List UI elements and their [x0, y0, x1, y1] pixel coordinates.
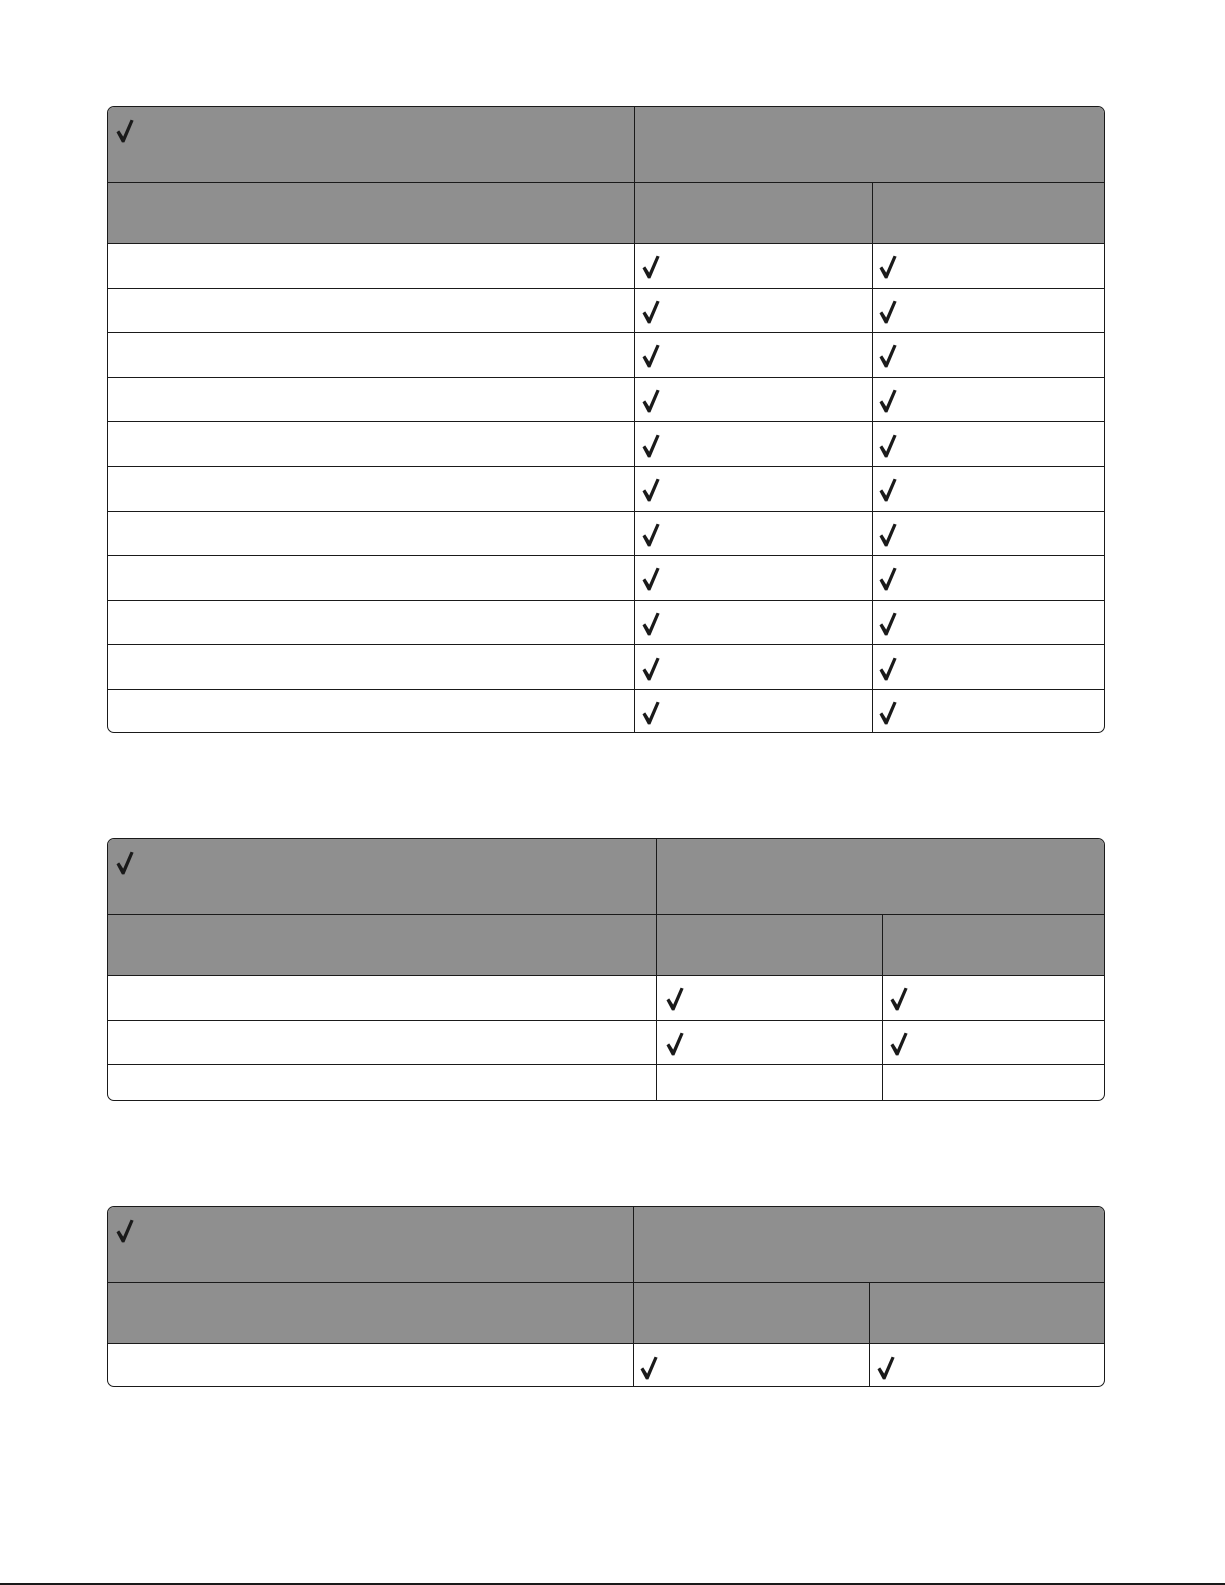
table-row	[108, 288, 1104, 333]
column-1-cell	[633, 1344, 869, 1387]
check-mark-icon	[666, 1032, 684, 1056]
table-row	[108, 1064, 1104, 1101]
table-row	[108, 689, 1104, 733]
column-1-cell	[634, 690, 872, 733]
header-column-2-cell	[882, 915, 1104, 975]
check-mark-icon	[879, 657, 897, 681]
table-row	[108, 377, 1104, 422]
table-row	[108, 1020, 1104, 1065]
column-1-cell	[634, 289, 872, 333]
row-label-cell	[108, 378, 634, 422]
column-1-cell	[634, 378, 872, 422]
check-mark-icon	[640, 1356, 658, 1380]
check-mark-icon	[666, 987, 684, 1011]
check-mark-icon	[642, 701, 660, 725]
row-label-cell	[108, 1021, 656, 1065]
check-mark-icon	[879, 567, 897, 591]
check-mark-icon	[877, 1356, 895, 1380]
check-mark-icon	[879, 389, 897, 413]
header-column-2-cell	[869, 1283, 1104, 1343]
header-column-2-cell	[872, 183, 1104, 243]
check-mark-icon	[642, 344, 660, 368]
column-2-cell	[872, 289, 1104, 333]
row-label-cell	[108, 467, 634, 511]
check-mark-icon	[642, 300, 660, 324]
check-mark-icon	[642, 657, 660, 681]
column-2-cell	[869, 1344, 1104, 1387]
column-2-cell	[872, 422, 1104, 466]
check-mark-icon	[879, 612, 897, 636]
table-row	[108, 466, 1104, 511]
table-header-title-row	[108, 107, 1104, 182]
row-label-cell	[108, 422, 634, 466]
row-label-cell	[108, 289, 634, 333]
header-group-cell	[633, 1207, 1104, 1282]
row-label-cell	[108, 976, 656, 1020]
check-mark-icon	[890, 987, 908, 1011]
check-mark-icon	[642, 255, 660, 279]
check-mark-icon	[116, 851, 134, 875]
row-label-cell	[108, 690, 634, 733]
column-2-cell	[872, 512, 1104, 556]
column-1-cell	[634, 422, 872, 466]
row-label-cell	[108, 1065, 656, 1101]
table-row	[108, 511, 1104, 556]
check-mark-icon	[879, 701, 897, 725]
check-mark-icon	[879, 255, 897, 279]
compatibility-table-3	[107, 1206, 1105, 1387]
check-mark-icon	[116, 1219, 134, 1243]
column-1-cell	[656, 1065, 882, 1101]
column-1-cell	[634, 333, 872, 377]
row-label-cell	[108, 512, 634, 556]
table-row	[108, 975, 1104, 1020]
check-mark-icon	[642, 389, 660, 413]
column-1-cell	[634, 512, 872, 556]
column-2-cell	[872, 690, 1104, 733]
column-1-cell	[634, 556, 872, 600]
table-header-columns-row	[108, 182, 1104, 243]
compatibility-table-1	[107, 106, 1105, 733]
header-group-cell	[656, 839, 1104, 914]
column-1-cell	[656, 976, 882, 1020]
header-column-1-cell	[656, 915, 882, 975]
table-header-title-row	[108, 839, 1104, 914]
header-label-cell	[108, 1207, 633, 1282]
column-2-cell	[872, 333, 1104, 377]
check-mark-icon	[642, 523, 660, 547]
check-mark-icon	[879, 523, 897, 547]
table-row	[108, 600, 1104, 645]
column-2-cell	[872, 378, 1104, 422]
table-row	[108, 1343, 1104, 1387]
row-label-cell	[108, 556, 634, 600]
check-mark-icon	[879, 478, 897, 502]
table-header-columns-row	[108, 914, 1104, 975]
table-header-columns-row	[108, 1282, 1104, 1343]
header-group-cell	[634, 107, 1104, 182]
header-label-cell	[108, 839, 656, 914]
header-row-label-cell	[108, 915, 656, 975]
table-row	[108, 243, 1104, 288]
check-mark-icon	[890, 1032, 908, 1056]
column-2-cell	[882, 976, 1104, 1020]
check-mark-icon	[879, 344, 897, 368]
table-row	[108, 421, 1104, 466]
header-column-1-cell	[634, 183, 872, 243]
check-mark-icon	[642, 478, 660, 502]
check-mark-icon	[642, 434, 660, 458]
column-2-cell	[872, 556, 1104, 600]
header-row-label-cell	[108, 1283, 633, 1343]
column-2-cell	[872, 467, 1104, 511]
check-mark-icon	[116, 119, 134, 143]
header-row-label-cell	[108, 183, 634, 243]
table-row	[108, 332, 1104, 377]
check-mark-icon	[642, 612, 660, 636]
compatibility-table-2	[107, 838, 1105, 1101]
row-label-cell	[108, 645, 634, 689]
column-2-cell	[872, 601, 1104, 645]
column-1-cell	[634, 601, 872, 645]
check-mark-icon	[879, 300, 897, 324]
check-mark-icon	[642, 567, 660, 591]
column-2-cell	[882, 1065, 1104, 1101]
table-row	[108, 555, 1104, 600]
header-column-1-cell	[633, 1283, 869, 1343]
row-label-cell	[108, 244, 634, 288]
column-1-cell	[634, 645, 872, 689]
table-header-title-row	[108, 1207, 1104, 1282]
column-1-cell	[634, 467, 872, 511]
column-2-cell	[872, 645, 1104, 689]
row-label-cell	[108, 601, 634, 645]
check-mark-icon	[879, 434, 897, 458]
column-2-cell	[872, 244, 1104, 288]
column-2-cell	[882, 1021, 1104, 1065]
table-row	[108, 644, 1104, 689]
row-label-cell	[108, 1344, 633, 1387]
row-label-cell	[108, 333, 634, 377]
header-label-cell	[108, 107, 634, 182]
column-1-cell	[634, 244, 872, 288]
column-1-cell	[656, 1021, 882, 1065]
